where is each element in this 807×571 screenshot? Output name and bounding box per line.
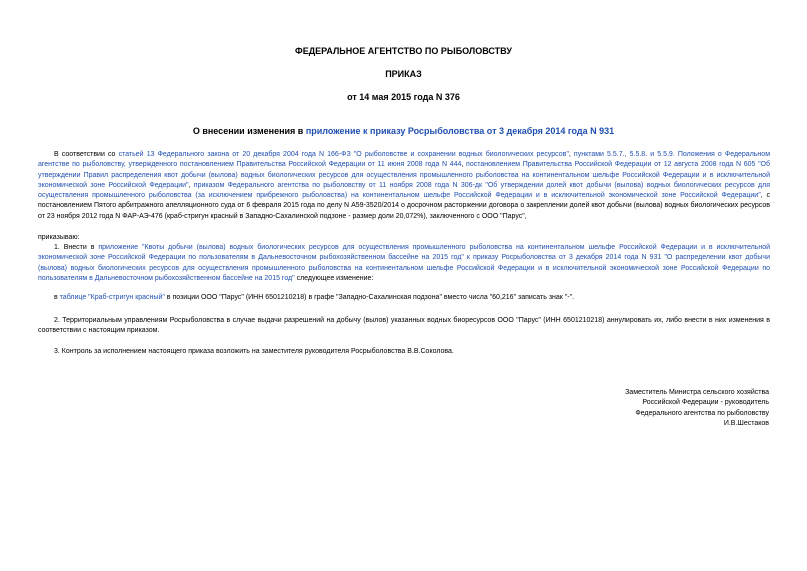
- item-2-paragraph: [38, 316, 770, 337]
- preamble-text-2: ,: [568, 151, 574, 158]
- preamble-paragraph: [38, 150, 770, 222]
- amendment-text-2: в позиции ООО "Парус" (ИНН 6501210218) в графе "Западно-Сахалинская подзона" вместо числа "60,216" записать знак "-".: [164, 294, 575, 301]
- signature-line-2: Российской Федерации - руководитель: [642, 399, 769, 407]
- agency-title: ФЕДЕРАЛЬНОЕ АГЕНТСТВО ПО РЫБОЛОВСТВУ: [295, 46, 512, 56]
- order-word: приказываю:: [38, 234, 80, 241]
- amendment-text-1: в: [54, 294, 60, 301]
- document-subject: [0, 126, 807, 136]
- item-1-text-1: 1. Внести в: [54, 244, 99, 251]
- document-type: ПРИКАЗ: [385, 69, 422, 79]
- item-1-paragraph: [38, 243, 770, 284]
- crab-table-link[interactable]: таблице "Краб-стригун красный": [59, 294, 165, 301]
- government-decree-link[interactable]: постановлением Правительства Российской Федерации от 12 августа 2008 года N 605 "Об утверждении Правил распределения квот добычи (вылова) водных биологических ресурсов для осуществления промышленного рыболовства на континентальном шельфе Российской Федерации и в исключительной экономической зоне Российской Федерации": [38, 161, 771, 189]
- subject-link[interactable]: приложение к приказу Росрыболовства от 3 декабря 2014 года N 931: [305, 126, 615, 136]
- subject-prefix: О внесении изменения в: [192, 126, 306, 136]
- regulation-link[interactable]: пунктами 5.5.7., 5.5.8. и 5.5.9. Положения о Федеральном агентстве по рыболовству, утвержденного постановлением Правительства Российской Федерации от 11 июня 2008 года N 444: [38, 151, 771, 169]
- signature-line-1: Заместитель Министра сельского хозяйства: [625, 389, 769, 396]
- signatory-name: И.В.Шестаков: [723, 419, 769, 427]
- signature-block: [625, 388, 769, 429]
- preamble-text-4: ,: [188, 181, 194, 189]
- agency-order-link[interactable]: приказом Федерального агентства по рыболовству от 11 ноября 2008 года N 306-дк "Об утверждении долей квот добычи (вылова) водных биологических ресурсов для осуществления промышленного рыболовства (за исключением прибрежного рыболовства) на континентальном шельфе Российской Федерации и в исключительной экономической зоне Российской Федерации": [38, 181, 770, 200]
- signature-line-3: Федерального агентства по рыболовству: [635, 409, 769, 417]
- law-article-link[interactable]: статьей 13 Федерального закона от 20 декабря 2004 года N 166-ФЗ "О рыболовстве и сохранении водных биологических ресурсов": [118, 151, 569, 158]
- item-3-text: 3. Контроль за исполнением настоящего приказа возложить на заместителя руководителя Росрыболовства В.В.Соколова.: [54, 348, 454, 355]
- preamble-text-3: ,: [461, 161, 467, 169]
- preamble-text-1: В соответствии со: [54, 151, 119, 158]
- amendment-paragraph: [38, 293, 770, 303]
- item-3-paragraph: [38, 347, 770, 357]
- item-1-text-2: следующее изменение:: [294, 274, 374, 282]
- item-2-text: 2. Территориальным управлениям Росрыболовства в случае выдачи разрешений на добычу (вылов) указанных водных биоресурсов ООО "Парус" (ИНН 6501210218) аннулировать их, либо внести в них изменения в соответствии с настоящим приказом.: [38, 317, 770, 335]
- document-date: от 14 мая 2015 года N 376: [347, 92, 460, 102]
- preamble-text-5: , с постановлением Пятого арбитражного апелляционного суда от 6 февраля 2015 года по делу N А59-3520/2014 о досрочном расторжении договора о закреплении долей квот добычи (вылова) водных биологических ресурсов от 23 ноября 2012 года N ФАР-АЭ-476 (краб-стригун красный в Западно-Сахалинской подзоне - размер доли 20,072%), заключенного с ООО "Парус",: [38, 192, 770, 220]
- quota-appendix-link[interactable]: приложение "Квоты добычи (вылова) водных биологических ресурсов для осуществления промышленного рыболовства на континентальном шельфе Российской Федерации и в исключительной экономической зоне Российской Федерации по пользователям в Дальневосточном рыбохозяйственном бассейне на 2015 год" к приказу Росрыболовства от 3 декабря 2014 года N 931 "О распределении квот добычи (вылова) водных биологических ресурсов для осуществления промышленного рыболовства на континентальном шельфе Российской Федерации и в исключительной экономической зоне Российской Федерации по пользователям в Дальневосточном рыбохозяйственном бассейне на 2015 год": [38, 244, 771, 282]
